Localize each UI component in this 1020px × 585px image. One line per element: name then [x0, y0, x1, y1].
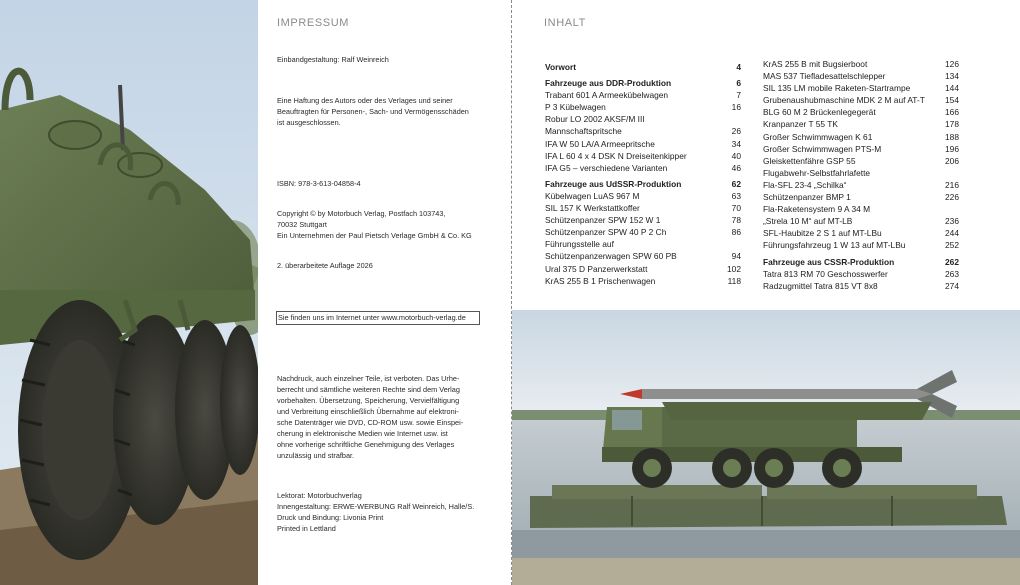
- contents-entry-page: 26: [731, 126, 741, 137]
- contents-column-right: [763, 58, 959, 292]
- contents-entry-title: MAS 537 Tiefladesattelschlepper: [763, 71, 886, 82]
- contents-entry-row: [545, 101, 741, 113]
- contents-entry-page: 94: [731, 251, 741, 262]
- contents-section-row: [545, 61, 741, 73]
- cover-design-credit: Einbandgestaltung: Ralf Weinreich: [277, 55, 389, 64]
- contents-entry-row: [763, 58, 959, 70]
- contents-entry-title: Kranpanzer T 55 TK: [763, 119, 838, 130]
- contents-entry-title: Kübelwagen LuAS 967 M: [545, 190, 640, 201]
- contents-entry-title: Schützenpanzer BMP 1: [763, 192, 851, 203]
- contents-entry-title: Gleiskettenfähre GSP 55: [763, 155, 856, 166]
- contents-entry-row: [545, 202, 741, 214]
- contents-entry-title: Fla-Raketensystem 9 A 34 M: [763, 204, 871, 215]
- contents-entry-page: 126: [945, 59, 959, 69]
- contents-entry-title: SIL 157 K Werkstattkoffer: [545, 203, 640, 214]
- contents-entry-page: 40: [731, 150, 741, 161]
- contents-entry-page: 263: [945, 268, 959, 279]
- contents-entry-title: Fahrzeuge aus DDR-Produktion: [545, 78, 672, 89]
- contents-entry-page: 244: [945, 228, 959, 239]
- contents-entry-row: [763, 106, 959, 118]
- contents-entry-title: SIL 135 LM mobile Raketen-Startrampe: [763, 83, 911, 94]
- contents-entry-row: [763, 82, 959, 94]
- contents-entry-page: 166: [945, 107, 959, 118]
- contents-entry-row: [763, 131, 959, 143]
- contents-entry-page: 34: [731, 138, 741, 149]
- reprint-notice: Nachdruck, auch einzelner Teile, ist verboten. Das Urhe- berrecht und sämtliche weiteren Rechte sind dem Verlag vorbehalten. Übersetzung, Speicherung, Vervielfältigung und Verbreitung einschließlich Übernahme auf elektroni- sche Datenträger wie DVD, CD-ROM usw. sowie Einspei- cherung in elektronische Medien wie Internet usw. ist ohne vorherige schriftliche Genehmigung des Verlages unzulässig und strafbar.: [277, 374, 464, 460]
- contents-entry-title: Fla-SFL 23-4 „Schilka“: [763, 179, 847, 190]
- contents-entry-row: [763, 280, 959, 292]
- contents-entry-page: 46: [731, 162, 741, 173]
- contents-entry-page: 63: [731, 190, 741, 201]
- contents-entry-title: P 3 Kübelwagen: [545, 102, 606, 113]
- contents-entry-title: BLG 60 M 2 Brückenlegegerät: [763, 107, 876, 118]
- contents-entry-title: KrAS 255 B 1 Prischenwagen: [545, 275, 656, 286]
- contents-entry-row: [545, 113, 741, 125]
- contents-entry-page: 274: [945, 280, 959, 291]
- contents-heading: INHALT: [544, 17, 586, 29]
- contents-entry-row: [545, 275, 741, 287]
- contents-entry-page: 102: [727, 263, 741, 274]
- contents-entry-row: [763, 70, 959, 82]
- contents-entry-row: [763, 227, 959, 239]
- contents-entry-page: 188: [945, 131, 959, 142]
- contents-entry-title: IFA G5 – verschiedene Varianten: [545, 162, 668, 173]
- contents-entry-row: [545, 138, 741, 150]
- contents-entry-page: 62: [731, 178, 741, 189]
- contents-entry-title: Radzugmittel Tatra 815 VT 8x8: [763, 280, 878, 291]
- contents-entry-row: [763, 215, 959, 227]
- contents-entry-title: Grubenaushubmaschine MDK 2 M auf AT-T: [763, 95, 925, 106]
- contents-entry-row: [763, 268, 959, 280]
- contents-entry-row: [763, 191, 959, 203]
- contents-section-row: [545, 77, 741, 89]
- production-credits: Lektorat: Motorbuchverlag Innengestaltung: ERWE-WERBUNG Ralf Weinreich, Halle/S. Druck und Bindung: Livonia Print Printed in Lettland: [277, 491, 475, 533]
- isbn: ISBN: 978-3-613-04858-4: [277, 179, 361, 188]
- contents-entry-title: Mannschaftspritsche: [545, 126, 622, 137]
- contents-entry-row: [763, 179, 959, 191]
- impressum-heading: IMPRESSUM: [277, 17, 350, 29]
- contents-entry-title: Fahrzeuge aus CSSR-Produktion: [763, 256, 895, 267]
- contents-entry-title: Flugabwehr-Selbstfahrlafette: [763, 167, 871, 178]
- contents-entry-title: Robur LO 2002 AKSF/M III: [545, 114, 645, 125]
- contents-entry-page: 262: [945, 256, 959, 267]
- contents-entry-row: [763, 155, 959, 167]
- contents-entry-page: 206: [945, 155, 959, 166]
- copyright-notice: Copyright © by Motorbuch Verlag, Postfach 103743, 70032 Stuttgart Ein Unternehmen der Paul Pietsch Verlage GmbH & Co. KG: [277, 209, 472, 240]
- impressum-page: [258, 0, 511, 585]
- edition-note: 2. überarbeitete Auflage 2026: [277, 261, 373, 270]
- contents-entry-title: Vorwort: [545, 62, 577, 72]
- contents-entry-title: Trabant 601 A Armeekübelwagen: [545, 90, 669, 101]
- contents-entry-row: [545, 226, 741, 238]
- contents-entry-row: [763, 143, 959, 155]
- contents-entry-row: [763, 167, 959, 179]
- contents-entry-page: 252: [945, 240, 959, 251]
- contents-entry-row: [763, 203, 959, 215]
- contents-entry-title: SFL-Haubitze 2 S 1 auf MT-LBu: [763, 228, 882, 239]
- contents-entry-title: KrAS 255 B mit Bugsierboot: [763, 59, 868, 69]
- contents-entry-row: [545, 162, 741, 174]
- contents-entry-title: „Strela 10 M“ auf MT-LB: [763, 216, 853, 227]
- contents-entry-row: [545, 238, 741, 250]
- contents-entry-title: Ural 375 D Panzerwerkstatt: [545, 263, 648, 274]
- contents-entry-page: 226: [945, 192, 959, 203]
- contents-entry-row: [545, 250, 741, 262]
- contents-entry-row: [545, 190, 741, 202]
- contents-entry-title: Schützenpanzer SPW 40 P 2 Ch: [545, 227, 667, 238]
- contents-entry-page: 6: [736, 78, 741, 89]
- contents-entry-row: [763, 118, 959, 130]
- liability-notice: Eine Haftung des Autors oder des Verlages und seiner Beauftragten für Personen-, Sach- und Vermögensschäden ist ausgeschlossen.: [277, 96, 469, 127]
- rocket-launcher-illustration: [512, 310, 1020, 585]
- contents-entry-page: 216: [945, 179, 959, 190]
- contents-entry-page: 236: [945, 216, 959, 227]
- contents-entry-page: 86: [731, 227, 741, 238]
- contents-entry-title: IFA W 50 LA/A Armeepritsche: [545, 138, 655, 149]
- contents-entry-title: IFA L 60 4 x 4 DSK N Dreiseitenkipper: [545, 150, 687, 161]
- contents-entry-row: [545, 263, 741, 275]
- contents-page: [512, 0, 1020, 310]
- contents-entry-row: [763, 239, 959, 251]
- contents-entry-page: 118: [727, 275, 741, 286]
- contents-entry-page: 4: [736, 62, 741, 72]
- contents-entry-title: Führungsfahrzeug 1 W 13 auf MT-LBu: [763, 240, 906, 251]
- contents-entry-page: 196: [945, 143, 959, 154]
- contents-entry-page: 78: [731, 215, 741, 226]
- contents-entry-page: 7: [736, 90, 741, 101]
- contents-entry-page: 178: [945, 119, 959, 130]
- contents-entry-page: 154: [945, 95, 959, 106]
- contents-entry-row: [545, 214, 741, 226]
- contents-entry-title: Großer Schwimmwagen K 61: [763, 131, 873, 142]
- contents-column-left: [545, 61, 741, 287]
- contents-entry-row: [545, 89, 741, 101]
- contents-entry-page: 16: [731, 102, 741, 113]
- contents-section-row: [545, 178, 741, 190]
- contents-entry-row: [545, 125, 741, 137]
- contents-entry-title: Fahrzeuge aus UdSSR-Produktion: [545, 178, 682, 189]
- contents-entry-title: Großer Schwimmwagen PTS-M: [763, 143, 882, 154]
- contents-entry-row: [763, 94, 959, 106]
- apc-photo: [0, 0, 258, 585]
- contents-entry-row: [545, 150, 741, 162]
- apc-illustration: [0, 0, 258, 585]
- contents-entry-title: Führungsstelle auf: [545, 239, 614, 250]
- contents-entry-page: 144: [945, 83, 959, 94]
- contents-entry-title: Schützenpanzerwagen SPW 60 PB: [545, 251, 677, 262]
- contents-entry-title: Schützenpanzer SPW 152 W 1: [545, 215, 661, 226]
- internet-link[interactable]: Sie finden uns im Internet unter www.motorbuch-verlag.de: [276, 311, 480, 325]
- rocket-launcher-photo: [512, 310, 1020, 585]
- contents-entry-page: 134: [945, 71, 959, 82]
- contents-entry-page: 70: [731, 203, 741, 214]
- contents-section-row: [763, 256, 959, 268]
- contents-entry-title: Tatra 813 RM 70 Geschosswerfer: [763, 268, 888, 279]
